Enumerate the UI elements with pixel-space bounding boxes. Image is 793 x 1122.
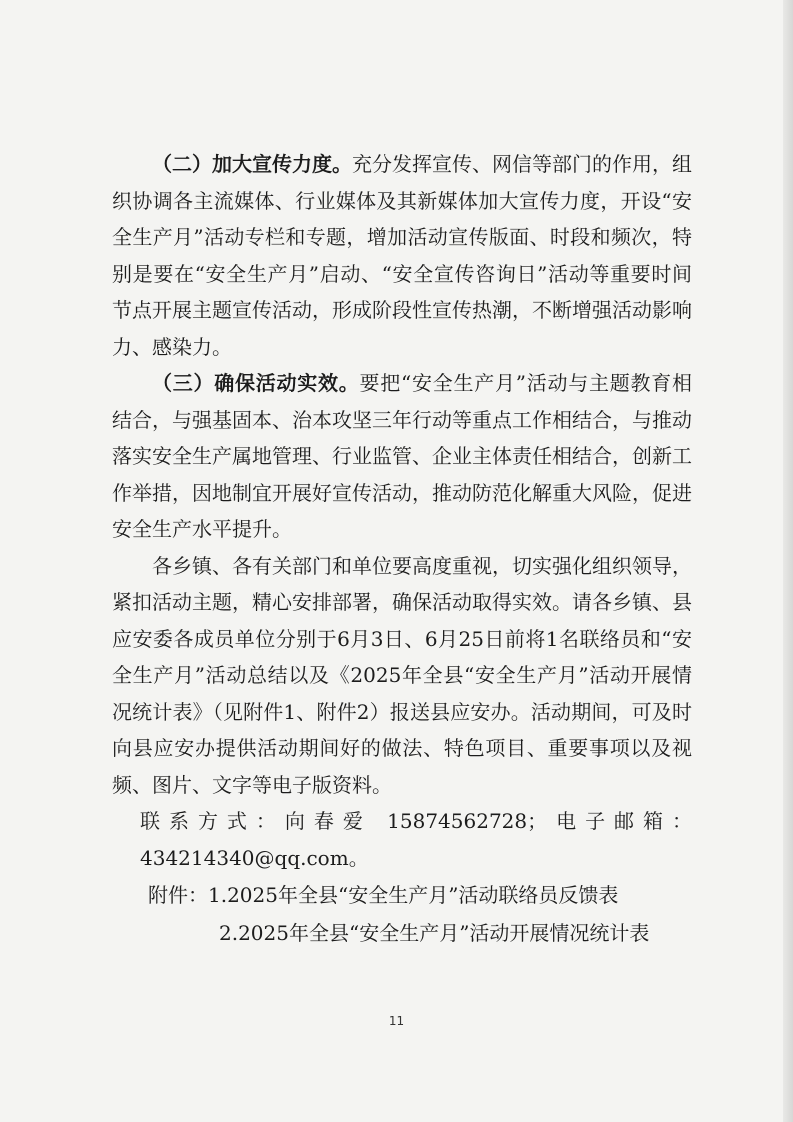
attachment-row-1 bbox=[148, 876, 692, 914]
section-3-heading: （三）确保活动实效。 bbox=[152, 371, 360, 395]
closing-paragraph: 各乡镇、各有关部门和单位要高度重视，切实强化组织领导，紧扣活动主题，精心安排部署，确保活动取得实效。请各乡镇、县应安委各成员单位分别于6月3日、6月25日前将1名联络员和“安全生产月”活动总结以及《2025年全县“安全生产月”活动开展情况统计表》（见附件1、附件2）报送县应安办。活动期间，可及时向县应安办提供活动期间好的做法、特色项目、重要事项以及视频、图片、文字等电子版资料。 bbox=[112, 553, 692, 797]
page-number: 11 bbox=[388, 1014, 405, 1028]
document-body bbox=[112, 146, 692, 952]
scan-edge bbox=[783, 0, 793, 1122]
section-3-text: 要把“安全生产月”活动与主题教育相结合，与强基固本、治本攻坚三年行动等重点工作相结合，与推动落实安全生产属地管理、行业监管、企业主体责任相结合，创新工作举措，因地制宜开展好宣传活动，推动防范化解重大风险，促进安全生产水平提升。 bbox=[112, 371, 693, 541]
section-2-paragraph bbox=[112, 146, 692, 365]
section-2-heading: （二）加大宣传力度。 bbox=[152, 152, 352, 176]
attachment-item-2: 2.2025年全县“安全生产月”活动开展情况统计表 bbox=[219, 921, 650, 945]
attachments-block bbox=[112, 876, 692, 952]
section-3-paragraph bbox=[112, 365, 692, 548]
attachment-item-1: 1.2025年全县“安全生产月”活动联络员反馈表 bbox=[208, 883, 619, 907]
section-2-text: 充分发挥宣传、网信等部门的作用，组织协调各主流媒体、行业媒体及其新媒体加大宣传力度，开设“安全生产月”活动专栏和专题，增加活动宣传版面、时段和频次，特别是要在“安全生产月”启动、“安全宣传咨询日”活动等重要时间节点开展主题宣传活动，形成阶段性宣传热潮，不断增强活动影响力、感染力。 bbox=[112, 152, 692, 359]
attachments-label: 附件： bbox=[148, 883, 208, 907]
contact-line: 联系方式：向春爱 15874562728；电子邮箱：434214340@qq.com。 bbox=[140, 809, 692, 870]
